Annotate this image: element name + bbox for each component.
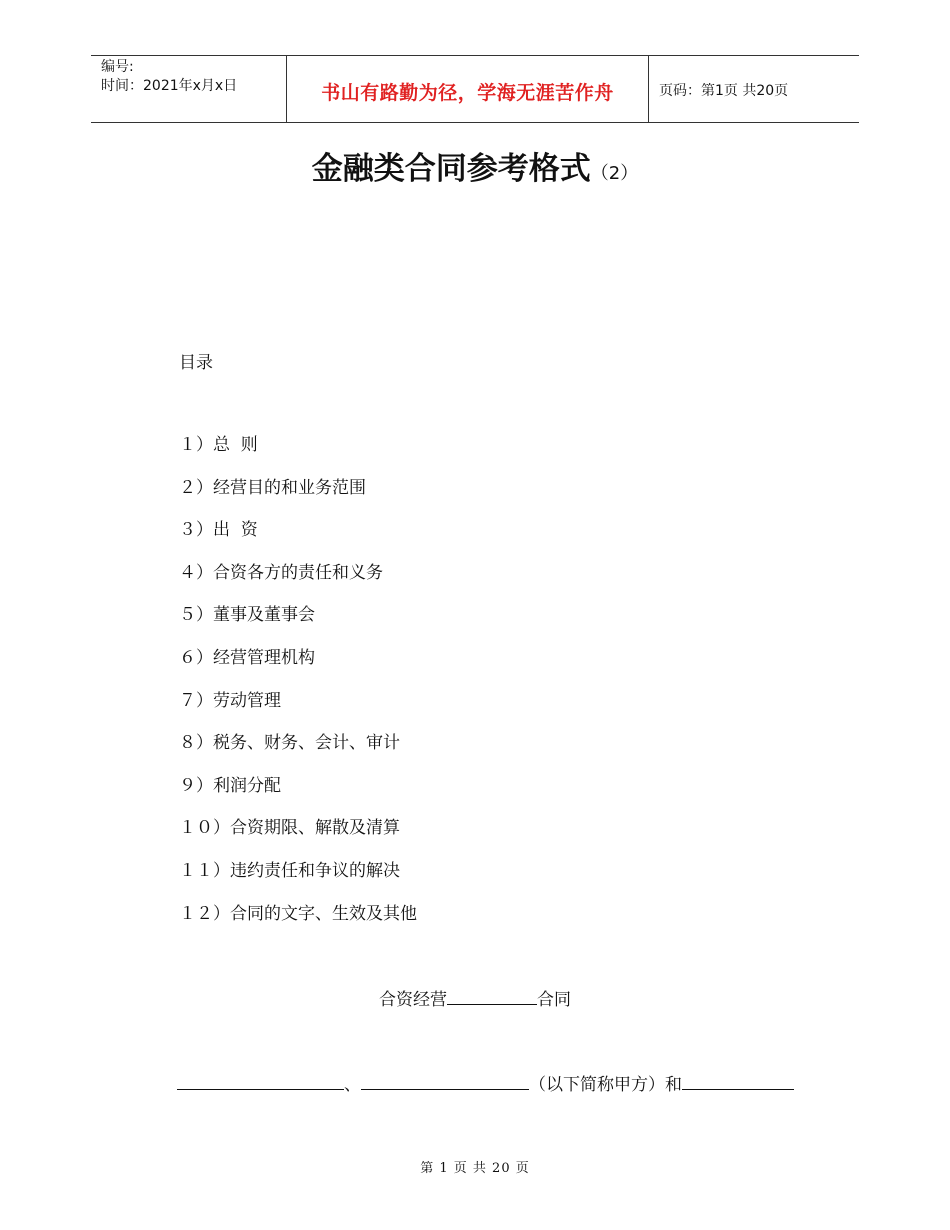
- toc-item: ８）税务、财务、会计、审计: [179, 733, 400, 754]
- contract-title-suffix: 合同: [537, 990, 571, 1010]
- parties-line: [177, 1070, 794, 1095]
- contract-title: [0, 985, 950, 1010]
- toc-item: １）总 则: [179, 435, 258, 455]
- toc-item: ７）劳动管理: [179, 690, 281, 711]
- contract-title-prefix: 合资经营: [379, 990, 447, 1010]
- toc-item: ３）出 资: [179, 520, 258, 541]
- toc-item: １２）合同的文字、生效及其他: [179, 903, 417, 924]
- toc-item: １１）违约责任和争议的解决: [179, 860, 400, 881]
- contract-name-blank: [447, 990, 537, 1005]
- time-label: 时间：2021年x月x日: [101, 78, 238, 94]
- toc-item: ４）合资各方的责任和义务: [179, 562, 383, 583]
- toc-item: ９）利润分配: [179, 775, 281, 796]
- title-main: 金融类合同参考格式: [311, 151, 591, 187]
- page-label: 页码：第1页 共20页: [659, 83, 789, 99]
- party-b-blank: [682, 1075, 794, 1090]
- number-label: 编号:: [101, 59, 134, 75]
- header-left-cell: [91, 56, 286, 122]
- toc-heading: 目录: [179, 353, 213, 373]
- toc-item: ５）董事及董事会: [179, 605, 315, 626]
- party-a-blank-1: [177, 1075, 344, 1090]
- page-footer: 第 1 页 共 20 页: [420, 1161, 530, 1176]
- toc-item: ２）经营目的和业务范围: [179, 477, 366, 498]
- title-suffix: （2）: [590, 163, 639, 184]
- party-a-blank-2: [361, 1075, 529, 1090]
- toc-list: [179, 433, 417, 944]
- document-title: [0, 143, 950, 188]
- header-table: [91, 55, 859, 123]
- motto: 书山有路勤为径，学海无涯苦作舟: [286, 56, 649, 122]
- party-a-note: （以下简称甲方）和: [529, 1075, 682, 1095]
- party-separator: 、: [344, 1075, 361, 1095]
- toc-item: ６）经营管理机构: [179, 647, 315, 668]
- toc-item: １０）合资期限、解散及清算: [179, 818, 400, 839]
